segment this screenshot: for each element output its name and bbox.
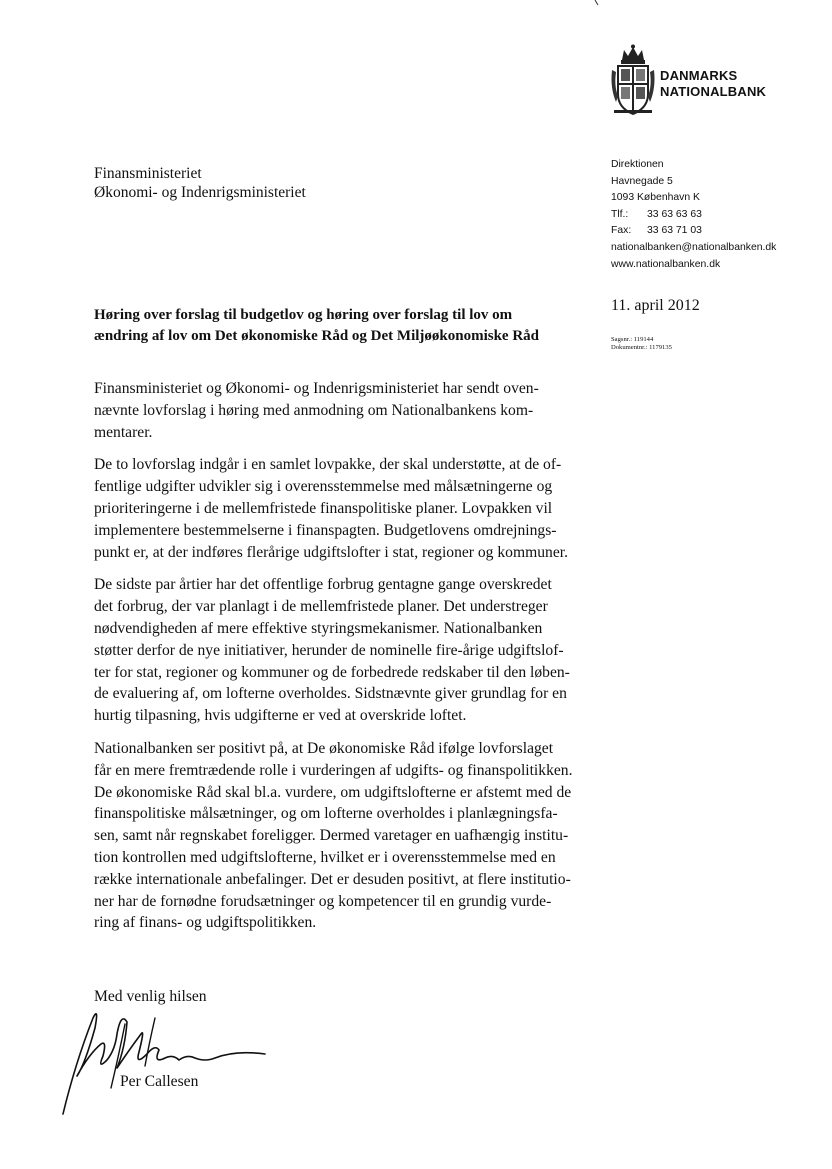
body-line: De økonomiske Råd skal bl.a. vurdere, om udgiftslofterne er afstemt med de [94, 783, 572, 801]
sender-website: www.nationalbanken.dk [611, 258, 721, 270]
phone-number: 33 63 63 63 [647, 208, 702, 220]
sender-phone [611, 207, 776, 224]
case-number: Sagsnr.: 119144 [611, 336, 654, 343]
subject-line1: Høring over forslag til budgetlov og høring over forslag til lov om [94, 307, 513, 323]
bank-name-line2: NATIONALBANK [660, 84, 767, 99]
recipient-line2: Økonomi- og Indenrigsministeriet [94, 184, 306, 201]
recipient-line1: Finansministeriet [94, 165, 202, 182]
body-line: række internationale anbefalinger. Det er desuden positivt, at flere institutio- [94, 870, 571, 888]
paragraph [94, 378, 614, 443]
recipient-address [94, 164, 306, 202]
letter-date: 11. april 2012 [611, 297, 700, 314]
body-line: hurtig tilpasning, hvis udgifterne er ved at overskride loftet. [94, 707, 467, 725]
body-line: ter for stat, regioner og kommuner og de forbedrede redskaber til den løben- [94, 663, 570, 681]
body-line: ner har de fornødne forudsætninger og kompetencer til en grundig vurde- [94, 892, 552, 910]
body-line: Finansministeriet og Økonomi- og Indenrigsministeriet har sendt oven- [94, 380, 539, 397]
closing-greeting: Med venlig hilsen [94, 988, 207, 1005]
document-number: Dokumentnr.: 1179135 [611, 344, 672, 351]
body-line: sen, samt når regnskabet foreligger. Dermed varetager en uafhængig institu- [94, 827, 569, 845]
body-line: tion kontrollen med udgiftslofterne, hvilket er i overensstemmelse med en [94, 848, 556, 866]
reference-numbers [611, 336, 672, 352]
paragraph [94, 574, 614, 727]
crown-coat-of-arms-icon [610, 44, 656, 118]
sender-email: nationalbanken@nationalbanken.dk [611, 241, 777, 253]
fax-label: Fax: [611, 225, 632, 237]
signer-name: Per Callesen [120, 1073, 199, 1090]
body-line: de evaluering af, om lofterne overholdes. Sidstnævnte giver grundlag for en [94, 685, 567, 703]
sender-department: Direktionen [611, 159, 664, 170]
body-line: punkt er, at der indføres flerårige udgiftslofter i stat, regioner og kommuner. [94, 543, 568, 561]
body-line: finanspolitiske målsætninger, og om lofterne overholdes i planlægningsfa- [94, 805, 558, 823]
subject-line2: ændring af lov om Det økonomiske Råd og Det Miljøøkonomiske Råd [94, 328, 540, 344]
body-line: får en mere fremtrædende rolle i vurderingen af udgifts- og finanspolitikken. [94, 761, 573, 779]
body-line: nødvendigheden af mere effektive styringsmekanismer. Nationalbanken [94, 619, 543, 637]
handwritten-signature-icon [55, 1004, 280, 1116]
letter-body [94, 378, 614, 945]
body-line: De to lovforslag indgår i en samlet lovpakke, der skal understøtte, at de of- [94, 456, 562, 474]
phone-label: Tlf.: [611, 208, 629, 220]
body-line: støtter derfor de nye initiativer, herunder de nominelle fire-årige udgiftslof- [94, 641, 564, 659]
body-line: Nationalbanken ser positivt på, at De økonomiske Råd ifølge lovforslaget [94, 739, 554, 757]
body-line: ring af finans- og udgiftspolitikken. [94, 914, 317, 932]
body-line: nævnte lovforslag i høring med anmodning om Nationalbankens kom- [94, 401, 534, 419]
paragraph [94, 738, 614, 934]
body-line: det forbrug, der var planlagt i de mellemfristede planer. Det understreger [94, 598, 548, 616]
letter-subject [94, 305, 584, 347]
scan-mark [594, 0, 600, 6]
body-line: De sidste par årtier har det offentlige forbrug gentagne gange overskredet [94, 576, 552, 594]
sender-street: Havnegade 5 [611, 175, 673, 187]
body-line: implementere bestemmelserne i finanspagten. Budgetlovens omdrejnings- [94, 521, 557, 539]
bank-name-line1: DANMARKS [660, 68, 738, 83]
sender-fax [611, 223, 776, 240]
body-line: fentlige udgifter udvikler sig i overensstemmelse med målsætningerne og [94, 478, 553, 496]
sender-city: 1093 København K [611, 192, 700, 204]
bank-name [660, 68, 766, 100]
fax-number: 33 63 71 03 [647, 225, 702, 237]
body-line: prioriteringerne i de mellemfristede finanspolitiske planer. Lovpakken vil [94, 499, 553, 517]
body-line: mentarer. [94, 423, 153, 441]
paragraph [94, 454, 614, 563]
sender-address [611, 157, 776, 273]
